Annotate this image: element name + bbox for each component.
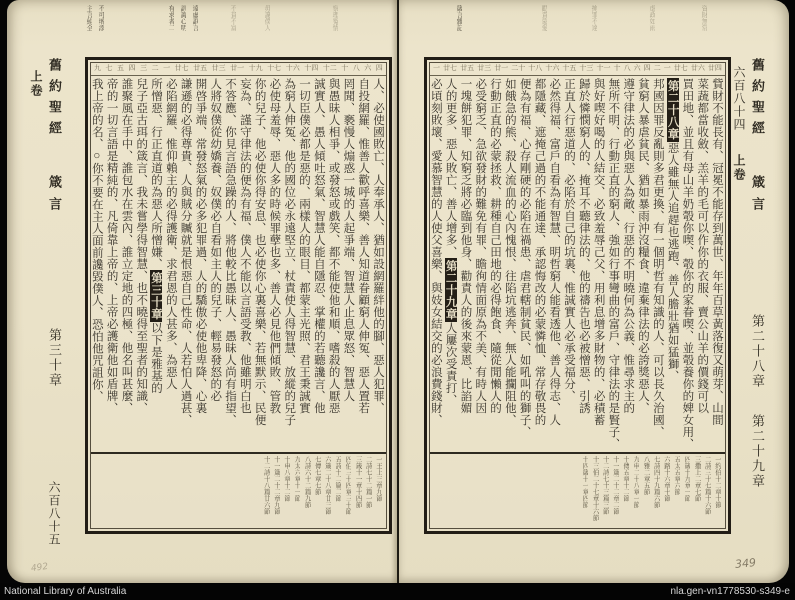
page-right — [399, 0, 789, 583]
verse-mark: 十八 — [528, 65, 543, 72]
text-column: 罔聞、褻慢人煽惑一城的人起爭端、智慧人止息眾怒、智慧人 — [342, 78, 355, 402]
top-margin-note: 虐政如雨 — [648, 5, 656, 31]
footnote-column: 六路十六章十節 — [662, 456, 670, 502]
footnote-column: 一約伯十二章十節 — [714, 456, 721, 508]
top-margin-note: 資財無常 — [700, 5, 708, 31]
text-column: 一塊餅犯罪、知窮乏將必臨到他身、勸責人的後來蒙恩、比諂媚 — [459, 78, 472, 414]
footnote-column: 十一箴二十二章九節 — [272, 456, 280, 515]
footnote-column: 十四箴十一章四節 — [581, 456, 589, 508]
margin-volume: 上卷 — [732, 154, 746, 182]
verse-mark: 八 — [352, 65, 360, 72]
text-column: 謙遜的必得尊貴、人與賊分贓就是恨惡自己性命、人若怕人過甚、 — [179, 78, 192, 426]
verse-mark: 十一 — [596, 65, 611, 72]
verse-number-band — [430, 63, 725, 76]
text-column: 人將奴僕從幼嬌養、奴僕必自看如主人的兒子、輕易發怒的必 — [209, 78, 222, 402]
margin-page-number: 六百八十四 — [732, 66, 746, 131]
footnote-column: 四伯三十四章三十節 — [344, 456, 352, 515]
verse-mark: 三 — [140, 65, 148, 72]
pencil-mark-left: 492 — [30, 561, 49, 575]
text-column: 買田地、並且有母山羊奶彀你喫、彀你的家眷喫、並彀養你的婢女用、 — [681, 78, 694, 450]
top-margin-note: 不可增添 — [97, 5, 105, 31]
verse-mark: 十七 — [267, 65, 282, 72]
text-block-inner — [90, 62, 387, 529]
text-column: 正直人行惡道的、必陷於自己的坑裏、惟誠實人必承受福分、 — [563, 78, 576, 402]
top-margin-note: 察理冤情 — [331, 5, 339, 31]
text-column: 如餓急的熊、殺人流血的心內愧恨、往陷坑逃奔、無人能攔阻他、 — [503, 78, 516, 426]
top-margin-note: 箴言雜記 — [455, 5, 463, 31]
top-margin-note: 不貧不富 — [229, 5, 237, 31]
top-margin-note: 勸責蒙愛 — [540, 5, 548, 31]
verse-mark: 四 — [375, 65, 383, 72]
text-column: 必受窮乏、急欲發財的難免有罪、瞻徇情面原為不美、有時人因 — [474, 78, 487, 414]
margin-column-left — [29, 58, 64, 558]
text-column: 所憎惡、行正直道的為惡人所憎嫌、第三十章以下是雅基的 — [150, 78, 163, 394]
verse-mark: 九 — [94, 65, 101, 72]
text-column: 兒子亞古珥的箴言、我未嘗學得智慧、也不曉得至聖者的知識、 — [135, 78, 148, 414]
text-column: 開啓爭端、常發怒氣的必多犯罪過、人的驕傲必使他卑降、心裏 — [194, 78, 207, 414]
footnote-column: 七詩四十九篇六節 — [652, 456, 660, 508]
top-margin-note: 掩罪不達 — [590, 5, 598, 31]
text-column: 帝的一切言語是精純的、凡倚靠上帝的、上帝必護衛他如盾牌、 — [105, 78, 118, 414]
verse-mark: 二十 — [511, 65, 526, 72]
verse-mark: 四 — [643, 65, 651, 72]
margin-volume: 上卷 — [29, 70, 43, 98]
verse-mark: 十二 — [322, 65, 337, 72]
footnote-column: 八詩六十二篇九節 — [303, 456, 311, 508]
text-column: 誠實人、愚人傾吐怒氣、智慧人能自隱忍、掌權的若聽讒言、他 — [312, 78, 325, 414]
text-column: 無所不明、行動正直的窮人、強如行事彎曲的富戶、守律法的是賢子、 — [607, 78, 620, 450]
footnote-column: 九申二十八章一節 — [632, 456, 640, 508]
verse-number-band — [91, 63, 386, 76]
footnote-column: 一王上三章九節 — [375, 456, 382, 502]
text-column: 必頃刻敗壞、愛慕智慧的人使父喜樂、與妓女結交的必浪費錢財、 — [430, 78, 442, 426]
verse-mark: 廿五 — [460, 65, 475, 72]
main-text-columns — [91, 76, 386, 452]
margin-chapter: 第二十九章 — [750, 414, 765, 489]
verse-mark: 十四 — [304, 65, 319, 72]
text-column: 你的兒子、他必使你得安息、也必使你心裏喜樂、若無默示、民便 — [253, 78, 266, 426]
verse-mark: 十三 — [579, 65, 594, 72]
text-column: 誰聚風在手中、誰包水在雲內、誰立定地的四極、他名叫甚麼、 — [120, 78, 133, 414]
verse-mark: 十六 — [545, 65, 560, 72]
text-column: 人、必使國敗亡、人奉承人、猶如設網羅絆他的腳、惡人犯罪、 — [372, 78, 384, 414]
text-column: 菜蔬都當收斂、羔羊的毛可以作你的衣服、賣公山羊的價錢可以 — [696, 78, 709, 414]
page-left — [7, 0, 397, 583]
footnote-column: 九太六章十一節 — [293, 456, 301, 502]
verse-mark: 廿三 — [477, 65, 492, 72]
verse-mark: 七 — [105, 65, 113, 72]
text-column: 邦國因罪反亂則多君更換、有一個明哲有知識的人、可以長久治國、 — [651, 78, 664, 438]
footnote-band — [430, 452, 725, 528]
footnote-column: 五太五章六節 — [673, 456, 681, 495]
verse-mark: 二 — [151, 65, 159, 72]
footnote-column: 十二詩十八篇廿六節 — [262, 456, 270, 515]
footnote-column: 二詩三十七篇十六節 — [703, 456, 711, 515]
footnote-column: 八雅二章五節 — [642, 456, 650, 495]
verse-mark: 十 — [341, 65, 349, 72]
footnote-column: 十二詩七十三篇三節 — [601, 456, 609, 515]
footnote-band — [91, 452, 386, 528]
text-column: 與愚昧人相爭、或發怒或戲笑、都不能使他和順、嗜殺的人厭惡 — [327, 78, 340, 414]
margin-chapter: 第二十八章 — [750, 314, 765, 389]
footnote-column: 三撒上二章七節 — [693, 456, 701, 502]
verse-mark: 一 — [663, 65, 671, 72]
top-margin-note: 毋讒僕人 — [263, 5, 271, 31]
footer-identifier: nla.gen-vn1778530-s349-e — [670, 586, 790, 597]
verse-mark: 廿五 — [193, 65, 208, 72]
verse-mark: 六 — [633, 65, 641, 72]
text-column: 都隱藏、遮掩己過的不能通達、承認悔改的必蒙憐恤、常存敬畏的 — [533, 78, 546, 426]
footnote-column: 三箴十一章十四節 — [354, 456, 362, 508]
footnote-column: 六箴二十八章廿三節 — [323, 456, 331, 515]
text-column: 為窮人伸冤、他的國位必永遠堅立、杖責使人得智慧、放縱的兒子 — [283, 78, 296, 426]
verse-mark: 四 — [128, 65, 136, 72]
margin-chapter: 第三十章 — [47, 328, 62, 388]
footnote-column: 十一箴二十二章二節 — [611, 456, 619, 515]
top-margin-note: 有求者二 — [167, 5, 175, 31]
footnote-column: 十傳五章十二節 — [622, 456, 630, 502]
pencil-mark-right: 349 — [734, 556, 757, 571]
text-column: 人的更多、惡人敗亡、善人增多、第二十九章人屢次受責打、 — [444, 78, 457, 406]
verse-mark: 廿七 — [174, 65, 189, 72]
footer-library-label: National Library of Australia — [4, 586, 127, 597]
verse-mark: 五 — [117, 65, 125, 72]
text-block-right — [424, 57, 731, 534]
text-column: 必陷網羅、惟仰賴主的必得護衛、求君恩的人甚多、為惡人 — [164, 78, 177, 390]
verse-mark: 八 — [623, 65, 631, 72]
text-column: 貧窮人暴虐貧民、猶如暴雨沖沒糧食、違棄律法的必誇獎惡人、 — [637, 78, 650, 414]
footnote-column: 十三伯二十七章十六節 — [591, 456, 599, 521]
margin-page-number: 六百八十五 — [47, 481, 61, 546]
text-column: 我上帝的名、○你不要在主人面前讒毀僕人、恐怕他咒詛你、 — [91, 78, 103, 403]
text-column: 貲財不能長有、冠冕不能存到萬世、年年百草黃落復又萌芽、山間 — [711, 78, 723, 426]
margin-column-right — [732, 58, 767, 558]
footnote-column: 二詩七十二篇一節 — [364, 456, 372, 508]
footnote-column: 四箴十九章一節 — [683, 456, 691, 502]
footnote-column: 十申八章十二節 — [283, 456, 291, 502]
footer-bar — [0, 583, 795, 600]
text-column: 行動正直的必蒙拯救、耕種自己田地的必得飽食、隨從閒懶人的 — [489, 78, 502, 414]
verse-mark: 一 — [433, 65, 440, 72]
text-column: 不答應、你見言語急躁的人、將他較比愚昧人、愚昧人尚有指望、 — [224, 78, 237, 426]
verse-mark: 廿六 — [690, 65, 705, 72]
text-block-inner — [429, 62, 726, 529]
verse-mark: 十五 — [562, 65, 577, 72]
margin-title: 舊約聖經 — [47, 58, 62, 142]
text-column: 自投網羅、惟善人歡呼喜樂、善人知道眷顧窮人伸冤、惡人置若 — [357, 78, 370, 414]
text-column: 歸於憐憫窮人的、掩耳不聽律法的、他的禱告也必被憎惡、引誘 — [577, 78, 590, 414]
text-column: 妄為、謹守律法的便為有福、僕人不能以言語受教、他雖明白也 — [238, 78, 251, 414]
verse-mark: 廿一 — [230, 65, 245, 72]
verse-mark: 一 — [163, 65, 171, 72]
verse-mark: 二 — [653, 65, 661, 72]
text-column: 必使母羞辱、惡人多的時候罪孽也多、善人必見他們傾敗、管教 — [268, 78, 281, 414]
verse-mark: 十六 — [285, 65, 300, 72]
text-column: 與好喫好喝的人結交、必致羞辱己父、用利息增多財物的、必積蓄 — [592, 78, 605, 426]
verse-mark: 十 — [613, 65, 621, 72]
main-text-columns — [430, 76, 725, 452]
verse-mark: 十九 — [248, 65, 263, 72]
verse-mark: 廿四 — [707, 65, 722, 72]
verse-mark: 廿七 — [443, 65, 458, 72]
footnote-column: 七傳七章七節 — [313, 456, 321, 495]
top-margin-note: 訓誨心明 — [179, 5, 187, 31]
text-column: 一切臣僕必都是惡的、兩樣人的眼目、都蒙主光照、君王秉誠實 — [298, 78, 311, 414]
text-column: 必然得福、富戶自看為有智慧、明哲窮人能看透他、善人得志、人 — [548, 78, 561, 426]
margin-book: 箴言 — [750, 175, 765, 219]
margin-book: 箴言 — [47, 175, 62, 219]
margin-title: 舊約聖經 — [750, 58, 765, 142]
verse-mark: 廿七 — [673, 65, 688, 72]
footnote-column: 五詩十二篇二節 — [334, 456, 342, 502]
verse-mark: 廿三 — [211, 65, 226, 72]
text-column: 第二十八章惡人雖無人追趕也逃跑、善人膽壯猶如猛獅、 — [666, 80, 679, 382]
top-margin-note: 主言純全 — [85, 5, 93, 31]
text-column: 便為有福、心存剛硬的必陷在禍患、虐君轄制貧民、如吼叫的獅子、 — [518, 78, 531, 438]
chapter-heading: 第三十章 — [150, 272, 163, 320]
verse-mark: 廿一 — [494, 65, 509, 72]
text-column: 遵守律法的必與惡人為敵、行惡的不明曉何為公義、惟尋求主的 — [622, 78, 635, 414]
text-block-left — [85, 57, 392, 534]
chapter-heading: 第二十九章 — [444, 260, 457, 320]
chapter-heading: 第二十八章 — [666, 80, 679, 140]
verse-mark: 六 — [364, 65, 372, 72]
top-margin-note: 遠虛誆言 — [191, 5, 199, 31]
